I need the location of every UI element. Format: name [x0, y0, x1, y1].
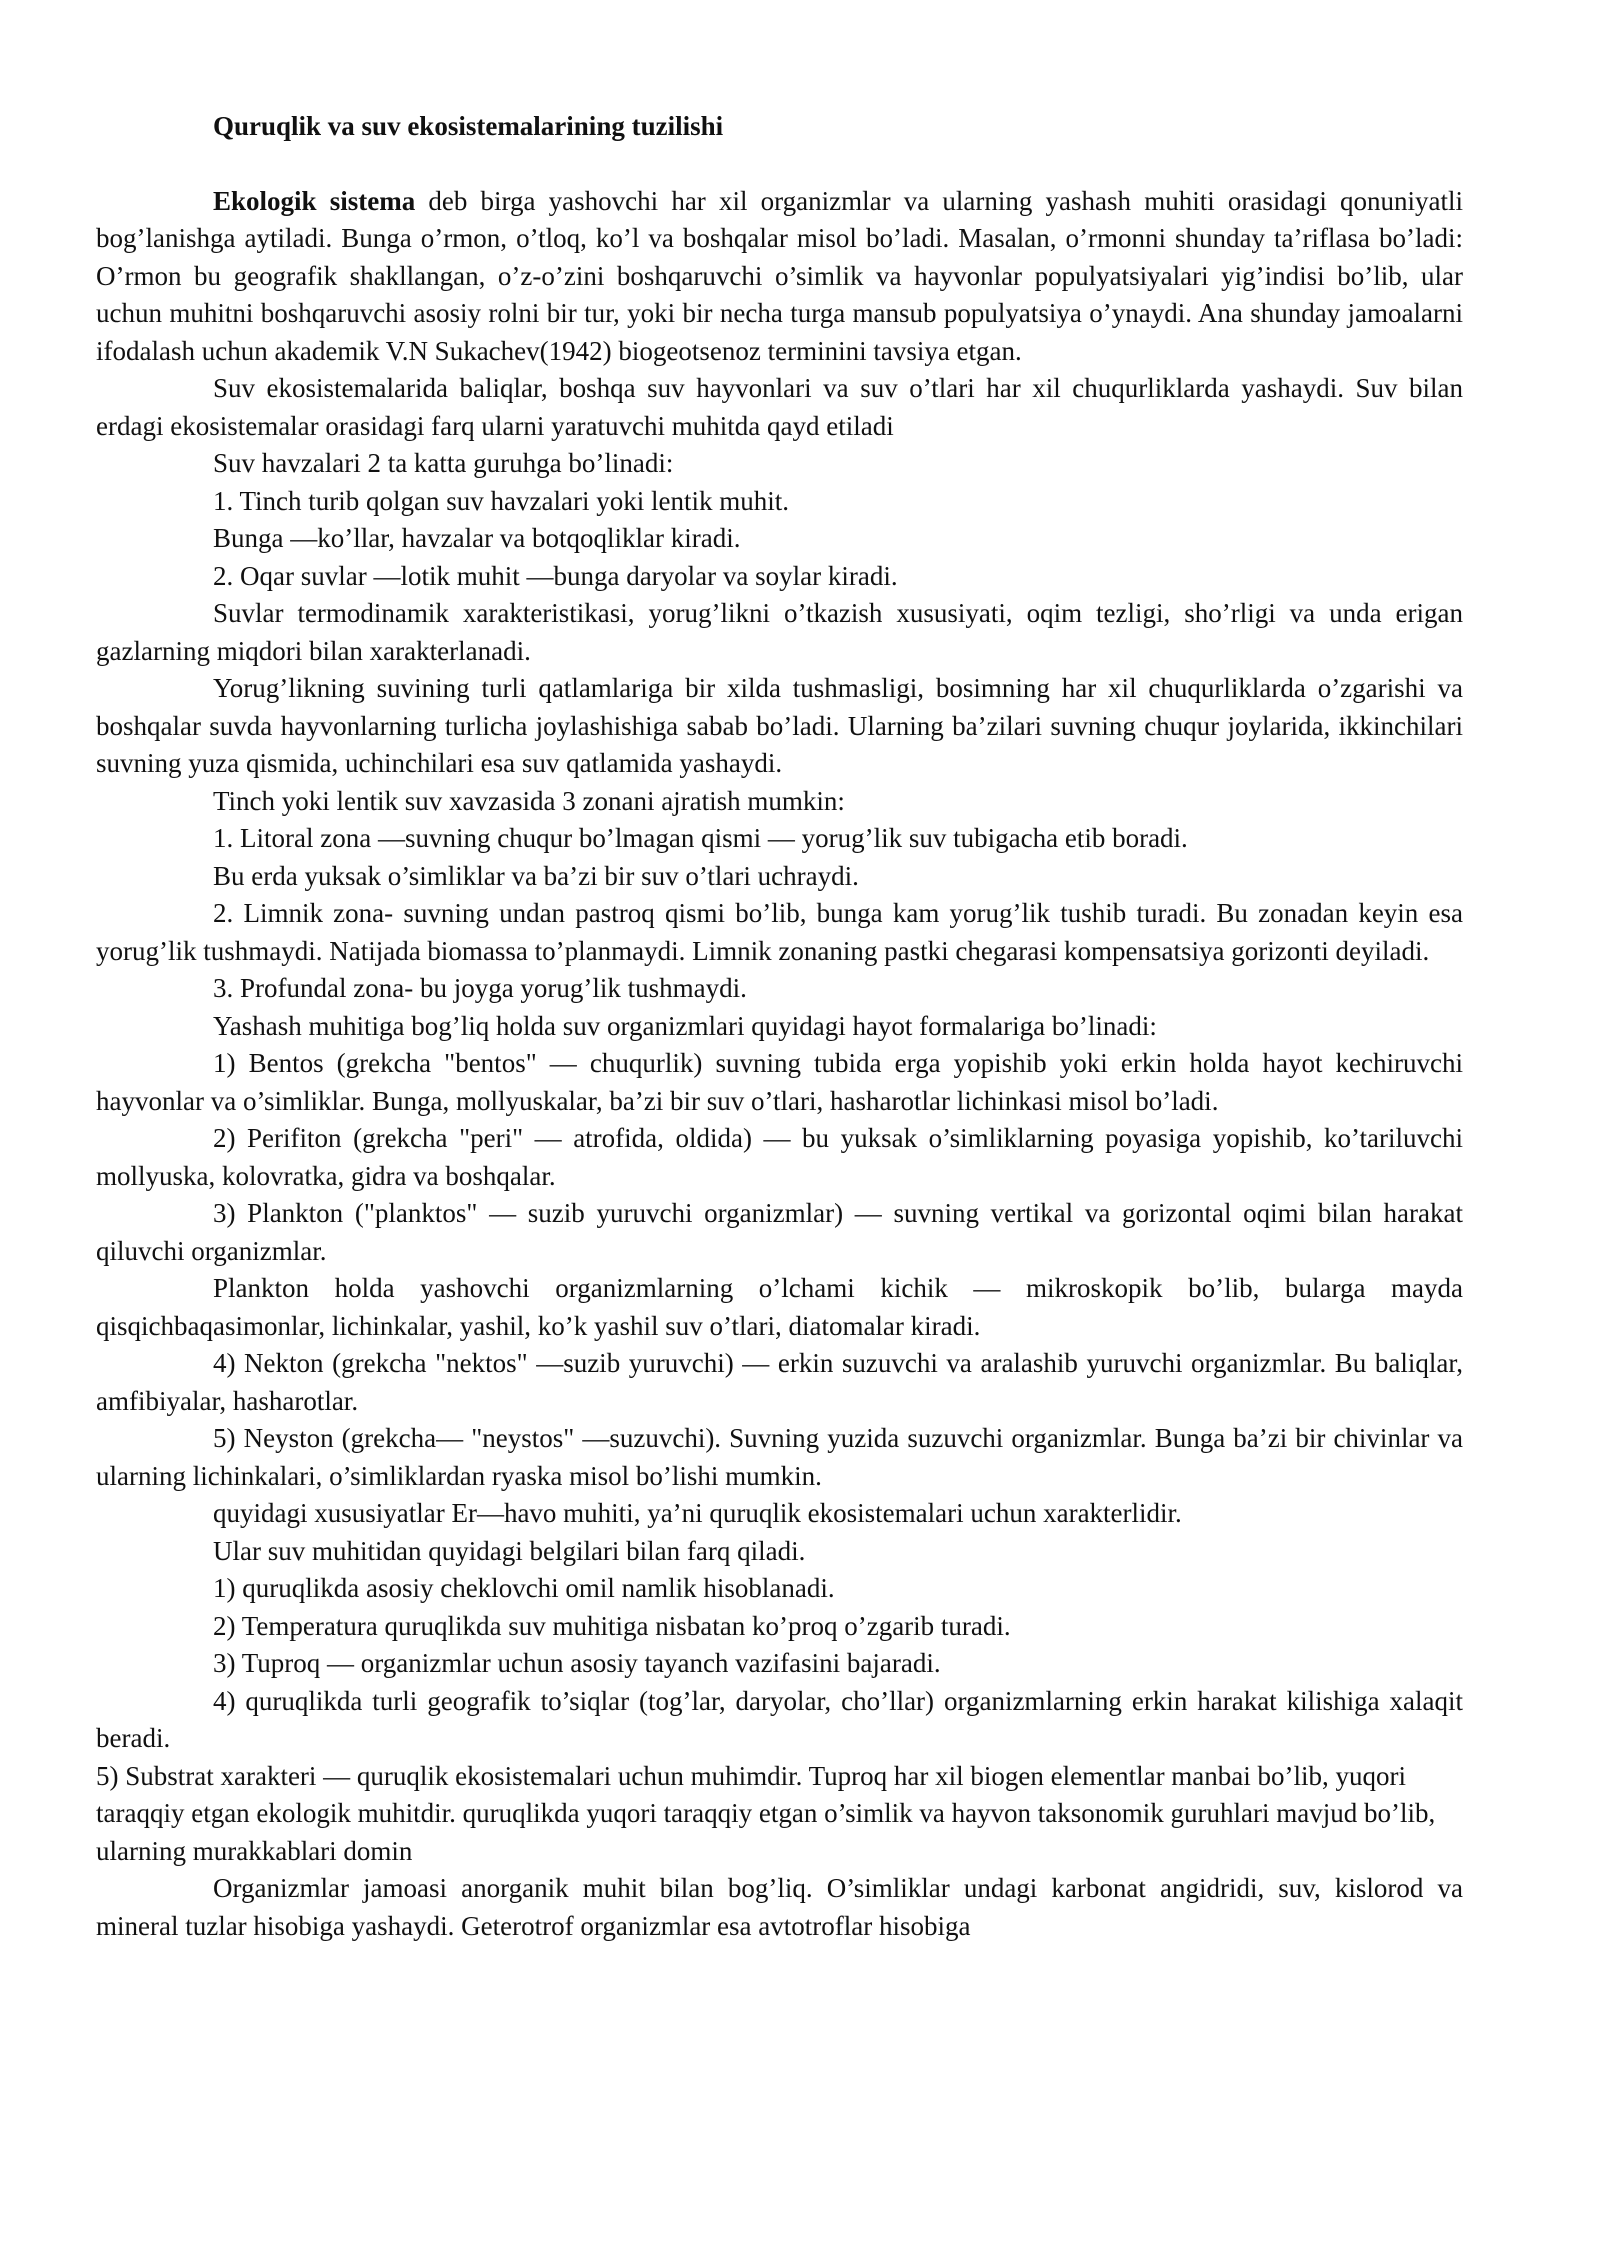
- paragraph: Yorug’likning suvining turli qatlamlariga bir xilda tushmasligi, bosimning har xil chuqurliklarda o’zgarishi va boshqalar suvda hayvonlarning turlicha joylashishiga sabab bo’ladi. Ularning ba’zilari suvning chuqur joylarida, ikkinchilari suvning yuza qismida, uchinchilari esa suv qatlamida yashaydi.: [96, 673, 1463, 778]
- term-ekologik-sistema: Ekologik sistema: [213, 185, 416, 216]
- list-item: 2) Perifiton (grekcha "peri" — atrofida, oldida) — bu yuksak o’simliklarning poyasiga yopishib, ko’tariluvchi mollyuska, kolovratka, gidra va boshqalar.: [96, 1123, 1463, 1191]
- list-item: 3) Plankton ("planktos" — suzib yuruvchi organizmlar) — suvning vertikal va gorizontal oqimi bilan harakat qiluvchi organizmlar.: [96, 1198, 1463, 1266]
- list-item: 2. Limnik zona- suvning undan pastroq qismi bo’lib, bunga kam yorug’lik tushib turadi. Bu zonadan keyin esa yorug’lik tushmaydi. Natijada biomassa to’planmaydi. Limnik zonaning pastki chegarasi kompensatsiya gorizonti deyiladi.: [96, 898, 1463, 966]
- paragraph: Bunga —ko’llar, havzalar va botqoqliklar kiradi.: [213, 523, 741, 553]
- paragraph-text: deb birga yashovchi har xil organizmlar va ularning yashash muhiti orasidagi qonuniyatli bog’lanishga aytiladi. Bunga o’rmon, o’tloq, ko’l va boshqalar misol bo’ladi. Masalan, o’rmonni shunday ta’riflasa bo’ladi: O’rmon bu geografik shakllangan, o’z-o’zini boshqaruvchi o’simlik va hayvonlar populyatsiyalari yig’indisi bo’lib, ular uchun muhitni boshqaruvchi asosiy rolni bir tur, yoki bir necha turga mansub populyatsiya o’ynaydi. Ana shunday jamoalarni ifodalash uchun akademik V.N Sukachev(1942) biogeotsenoz terminini tavsiya etgan.: [96, 185, 1463, 366]
- list-item: 4) Nekton (grekcha "nektos" —suzib yuruvchi) — erkin suzuvchi va aralashib yuruvchi organizmlar. Bu baliqlar, amfibiyalar, hasharotlar.: [96, 1348, 1463, 1416]
- paragraph-ekologik-sistema: [96, 183, 1463, 371]
- list-item: 3. Profundal zona- bu joyga yorug’lik tushmaydi.: [213, 973, 747, 1003]
- list-item: 2. Oqar suvlar —lotik muhit —bunga daryolar va soylar kiradi.: [213, 560, 898, 591]
- paragraph: quyidagi xususiyatlar Er—havo muhiti, ya’ni quruqlik ekosistemalari uchun xarakterlidir.: [213, 1498, 1182, 1528]
- paragraph: Yashash muhitiga bog’liq holda suv organizmlari quyidagi hayot formalariga bo’linadi:: [213, 1010, 1157, 1041]
- paragraph: Plankton holda yashovchi organizmlarning o’lchami kichik — mikroskopik bo’lib, bularga mayda qisqichbaqasimonlar, lichinkalar, yashil, ko’k yashil suv o’tlari, diatomalar kiradi.: [96, 1273, 1463, 1341]
- document-title: Quruqlik va suv ekosistemalarining tuzilishi: [213, 111, 724, 141]
- paragraph: Suv ekosistemalarida baliqlar, boshqa suv hayvonlari va suv o’tlari har xil chuqurliklarda yashaydi. Suv bilan erdagi ekosistemalar orasidagi farq ularni yaratuvchi muhitda qayd etiladi: [96, 373, 1463, 441]
- paragraph: Organizmlar jamoasi anorganik muhit bilan bog’liq. O’simliklar undagi karbonat angidridi, suv, kislorod va mineral tuzlar hisobiga yashaydi. Geterotrof organizmlar esa avtotroflar hisobiga: [96, 1873, 1463, 1941]
- list-item: 4) quruqlikda turli geografik to’siqlar (tog’lar, daryolar, cho’llar) organizmlarning erkin harakat kilishiga xalaqit beradi.: [96, 1685, 1463, 1753]
- paragraph: Suv havzalari 2 ta katta guruhga bo’linadi:: [213, 448, 674, 478]
- paragraph: Tinch yoki lentik suv xavzasida 3 zonani ajratish mumkin:: [213, 785, 845, 816]
- list-item: 3) Tuproq — organizmlar uchun asosiy tayanch vazifasini bajaradi.: [213, 1648, 941, 1678]
- paragraph: Suvlar termodinamik xarakteristikasi, yorug’likni o’tkazish xususiyati, oqim tezligi, sho’rligi va unda erigan gazlarning miqdori bilan xarakterlanadi.: [96, 598, 1463, 666]
- list-item: 5) Neyston (grekcha— "neystos" —suzuvchi). Suvning yuzida suzuvchi organizmlar. Bunga ba’zi bir chivinlar va ularning lichinkalari, o’simliklardan ryaska misol bo’lishi mumkin.: [96, 1423, 1463, 1491]
- list-item: 1) quruqlikda asosiy cheklovchi omil namlik hisoblanadi.: [213, 1573, 835, 1603]
- paragraph: Ular suv muhitidan quyidagi belgilari bilan farq qiladi.: [213, 1535, 806, 1566]
- list-item: 1. Litoral zona —suvning chuqur bo’lmagan qismi — yorug’lik suv tubigacha etib boradi.: [213, 823, 1188, 853]
- list-item: 1) Bentos (grekcha "bentos" — chuqurlik) suvning tubida erga yopishib yoki erkin holda hayot kechiruvchi hayvonlar va o’simliklar. Bunga, mollyuskalar, ba’zi bir suv o’tlari, hasharotlar lichinkasi misol bo’ladi.: [96, 1048, 1463, 1116]
- list-item: 1. Tinch turib qolgan suv havzalari yoki lentik muhit.: [213, 485, 789, 516]
- list-item: 2) Temperatura quruqlikda suv muhitiga nisbatan ko’proq o’zgarib turadi.: [213, 1610, 1011, 1641]
- paragraph: Bu erda yuksak o’simliklar va ba’zi bir suv o’tlari uchraydi.: [213, 860, 859, 891]
- list-item: 5) Substrat xarakteri — quruqlik ekosistemalari uchun muhimdir. Tuproq har xil biogen elementlar manbai bo’lib, yuqori taraqqiy etgan ekologik muhitdir. quruqlikda yuqori taraqqiy etgan o’simlik va hayvon taksonomik guruhlari mavjud bo’lib, ularning murakkablari domin: [96, 1760, 1436, 1866]
- document-page: [96, 108, 1463, 1945]
